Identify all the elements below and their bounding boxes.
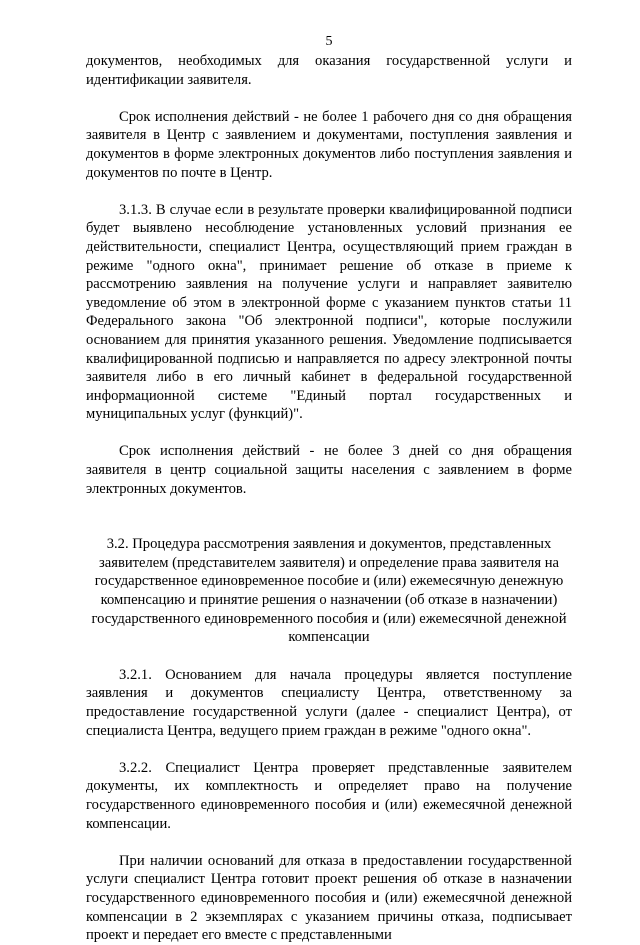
- paragraph-3-2-1: 3.2.1. Основанием для начала процедуры является поступление заявления и документов специалисту Центра, ответственному за предоставление государственной услуги (далее - специалист Центра), от специалиста Центра, ведущего прием граждан в режиме "одного окна".: [86, 666, 572, 739]
- page-number: 5: [325, 34, 333, 49]
- paragraph-3-1-3: 3.1.3. В случае если в результате проверки квалифицированной подписи будет выявлено несоблюдение установленных условий признания ее действительности, специалист Центра, осуществляющий прием граждан в режиме "одного окна", принимает решение об отказе в приеме к рассмотрению заявления на получение услуги и направляет заявителю уведомление об этом в электронной форме с указанием пунктов статьи 11 Федерального закона "Об электронной подписи", которые послужили основанием для принятия указанного решения. Уведомление подписывается квалифицированной подписью и направляется по адресу электронной почты заявителя либо в его личный кабинет в федеральной государственной информационной системе "Единый портал государственных и муниципальных услуг (функций)".: [86, 201, 572, 423]
- paragraph-refusal: При наличии оснований для отказа в предоставлении государственной услуги специалист Центра готовит проект решения об отказе в назначении государственного единовременного пособия и (или) ежемесячной денежной компенсации в 2 экземплярах с указанием причины отказа, подписывает проект и передает его вместе с представленными: [86, 852, 572, 944]
- paragraph-deadline-2: Срок исполнения действий - не более 3 дней со дня обращения заявителя в центр социальной защиты населения с заявлением в форме электронных документов.: [86, 443, 572, 497]
- paragraph-continuation: документов, необходимых для оказания государственной услуги и идентификации заявителя.: [86, 53, 572, 88]
- paragraph-deadline-1: Срок исполнения действий - не более 1 рабочего дня со дня обращения заявителя в Центр с заявлением и документами, поступления заявления и документов в форме электронных документов либо поступления заявления и документов по почте в Центр.: [86, 108, 572, 181]
- section-heading-3-2: 3.2. Процедура рассмотрения заявления и документов, представленных заявителем (представителем заявителя) и определение права заявителя на государственное единовременное пособие и (или) ежемесячную денежную компенсацию и принятие решения о назначении (об отказе в назначении) государственного единовременного пособия и (или) ежемесячной денежной компенсации: [91, 536, 567, 646]
- paragraph-3-2-2: 3.2.2. Специалист Центра проверяет представленные заявителем документы, их комплектность и определяет право на получение государственного единовременного пособия и (или) ежемесячной денежной компенсации.: [86, 759, 572, 832]
